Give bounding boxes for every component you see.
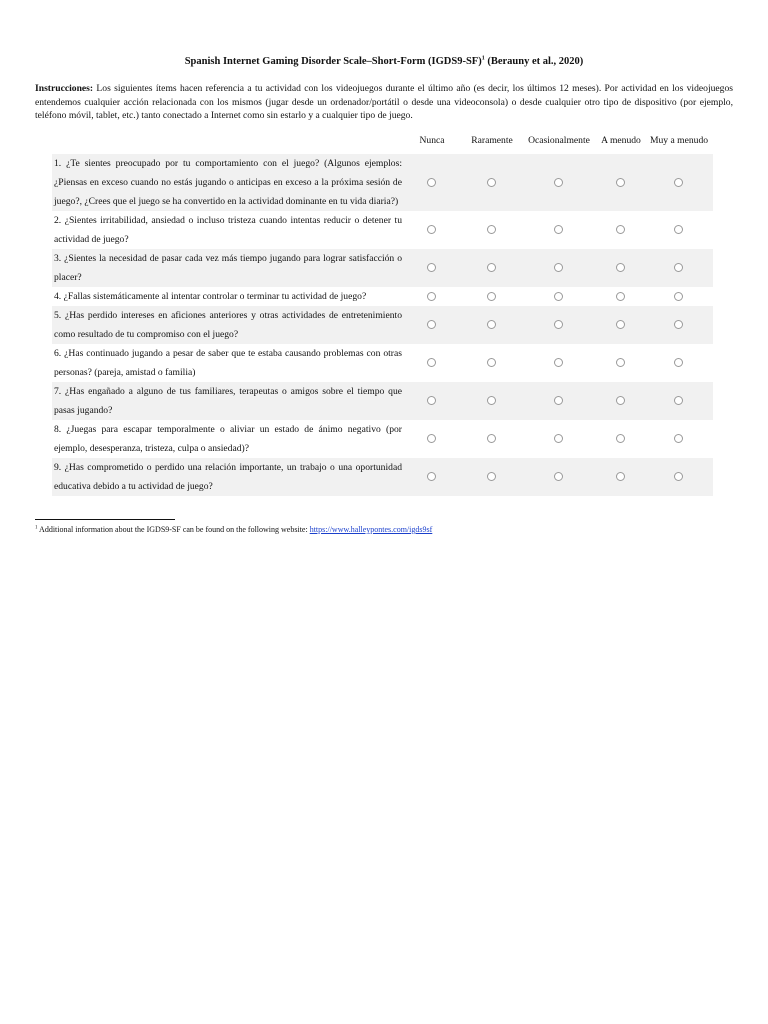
radio-item-6-option-1[interactable] bbox=[427, 358, 436, 367]
item-response-options bbox=[52, 306, 713, 344]
instructions-text: Los siguientes ítems hacen referencia a tu actividad con los videojuegos durante el último año (es decir, los últimos 12 meses). Por actividad en los videojuegos entendemos cualquier acción relacionada con los mismos (jugar desde un ordenador/portátil o desde una videoconsola) o desde cualquier otro tipo de dispositivo (por ejemplo, teléfono móvil, tablet, etc.) tanto conectado a Internet como sin estarlo y a cualquier tipo de juego. bbox=[35, 83, 733, 121]
radio-item-3-option-5[interactable] bbox=[674, 263, 683, 272]
title-text: Spanish Internet Gaming Disorder Scale–Short-Form (IGDS9-SF) bbox=[184, 56, 482, 67]
item-text: 7. ¿Has engañado a alguno de tus familiares, terapeutas o amigos sobre el tiempo que pasas jugando? bbox=[54, 386, 402, 416]
radio-item-7-option-1[interactable] bbox=[427, 396, 436, 405]
radio-item-3-option-2[interactable] bbox=[487, 263, 496, 272]
radio-item-4-option-1[interactable] bbox=[427, 292, 436, 301]
item-response-options bbox=[52, 287, 713, 306]
item-response-options bbox=[52, 344, 713, 382]
item-row bbox=[52, 458, 713, 496]
radio-item-8-option-4[interactable] bbox=[616, 434, 625, 443]
item-text: 5. ¿Has perdido intereses en aficiones anteriores y otras actividades de entretenimiento como resultado de tu compromiso con el juego? bbox=[54, 310, 402, 340]
radio-item-8-option-5[interactable] bbox=[674, 434, 683, 443]
radio-item-6-option-5[interactable] bbox=[674, 358, 683, 367]
item-text: 4. ¿Fallas sistemáticamente al intentar controlar o terminar tu actividad de juego? bbox=[54, 291, 367, 302]
item-response-options bbox=[52, 154, 713, 211]
item-text: 3. ¿Sientes la necesidad de pasar cada vez más tiempo jugando para lograr satisfacción o placer? bbox=[54, 253, 402, 283]
item-response-options bbox=[52, 458, 713, 496]
radio-item-6-option-4[interactable] bbox=[616, 358, 625, 367]
radio-item-3-option-4[interactable] bbox=[616, 263, 625, 272]
item-row bbox=[52, 306, 713, 344]
item-row bbox=[52, 249, 713, 287]
item-row bbox=[52, 211, 713, 249]
item-row bbox=[52, 154, 713, 211]
radio-item-2-option-5[interactable] bbox=[674, 225, 683, 234]
item-response-options bbox=[52, 211, 713, 249]
instructions-label: Instrucciones: bbox=[35, 83, 94, 94]
item-row bbox=[52, 420, 713, 458]
document-title bbox=[0, 55, 768, 69]
footnote-text: Additional information about the IGDS9-SF can be found on the following website: bbox=[37, 525, 310, 534]
footnote-link[interactable]: https://www.halleypontes.com/igds9sf bbox=[309, 525, 433, 534]
radio-item-5-option-1[interactable] bbox=[427, 320, 436, 329]
radio-item-2-option-2[interactable] bbox=[487, 225, 496, 234]
radio-item-2-option-3[interactable] bbox=[554, 225, 563, 234]
radio-item-9-option-2[interactable] bbox=[487, 472, 496, 481]
scale-header-muy-a-menudo: Muy a menudo bbox=[649, 135, 709, 146]
radio-item-2-option-4[interactable] bbox=[616, 225, 625, 234]
item-text: 9. ¿Has comprometido o perdido una relación importante, un trabajo o una oportunidad educativa debido a tu actividad de juego? bbox=[54, 462, 402, 492]
scale-header-ocasionalmente: Ocasionalmente bbox=[528, 135, 590, 146]
radio-item-5-option-2[interactable] bbox=[487, 320, 496, 329]
item-text: 8. ¿Juegas para escapar temporalmente o aliviar un estado de ánimo negativo (por ejemplo, desesperanza, tristeza, culpa o ansiedad)? bbox=[54, 424, 402, 454]
radio-item-7-option-5[interactable] bbox=[674, 396, 683, 405]
instructions bbox=[35, 82, 733, 123]
item-row bbox=[52, 287, 713, 306]
radio-item-8-option-3[interactable] bbox=[554, 434, 563, 443]
radio-item-4-option-2[interactable] bbox=[487, 292, 496, 301]
item-row bbox=[52, 344, 713, 382]
items-table bbox=[52, 154, 713, 496]
radio-item-9-option-5[interactable] bbox=[674, 472, 683, 481]
item-text: 1. ¿Te sientes preocupado por tu comportamiento con el juego? (Algunos ejemplos: ¿Piensas en exceso cuando no estás jugando o anticipas en exceso a la próxima sesión de juego?, ¿Crees que el juego se ha convertido en la actividad dominante en tu vida diaria?) bbox=[54, 158, 402, 207]
radio-item-2-option-1[interactable] bbox=[427, 225, 436, 234]
title-footnote-marker: 1 bbox=[481, 55, 485, 62]
footnote-marker: 1 bbox=[35, 525, 38, 531]
item-response-options bbox=[52, 249, 713, 287]
radio-item-1-option-3[interactable] bbox=[554, 178, 563, 187]
radio-item-5-option-5[interactable] bbox=[674, 320, 683, 329]
radio-item-7-option-3[interactable] bbox=[554, 396, 563, 405]
item-response-options bbox=[52, 420, 713, 458]
footnote bbox=[35, 524, 432, 536]
radio-item-3-option-1[interactable] bbox=[427, 263, 436, 272]
radio-item-9-option-4[interactable] bbox=[616, 472, 625, 481]
scale-header-row bbox=[0, 135, 768, 149]
radio-item-5-option-4[interactable] bbox=[616, 320, 625, 329]
radio-item-1-option-4[interactable] bbox=[616, 178, 625, 187]
radio-item-1-option-2[interactable] bbox=[487, 178, 496, 187]
radio-item-4-option-4[interactable] bbox=[616, 292, 625, 301]
scale-header-nunca: Nunca bbox=[419, 135, 445, 146]
radio-item-6-option-2[interactable] bbox=[487, 358, 496, 367]
footnote-divider bbox=[35, 519, 175, 520]
radio-item-6-option-3[interactable] bbox=[554, 358, 563, 367]
item-response-options bbox=[52, 382, 713, 420]
radio-item-3-option-3[interactable] bbox=[554, 263, 563, 272]
radio-item-7-option-4[interactable] bbox=[616, 396, 625, 405]
radio-item-5-option-3[interactable] bbox=[554, 320, 563, 329]
item-row bbox=[52, 382, 713, 420]
item-text: 2. ¿Sientes irritabilidad, ansiedad o incluso tristeza cuando intentas reducir o detener tu actividad de juego? bbox=[54, 215, 402, 245]
title-citation: (Berauny et al., 2020) bbox=[484, 56, 584, 67]
radio-item-7-option-2[interactable] bbox=[487, 396, 496, 405]
scale-header-raramente: Raramente bbox=[471, 135, 513, 146]
item-text: 6. ¿Has continuado jugando a pesar de saber que te estaba causando problemas con otras personas? (pareja, amistad o familia) bbox=[54, 348, 402, 378]
radio-item-4-option-3[interactable] bbox=[554, 292, 563, 301]
radio-item-1-option-1[interactable] bbox=[427, 178, 436, 187]
radio-item-1-option-5[interactable] bbox=[674, 178, 683, 187]
scale-header-a-menudo: A menudo bbox=[601, 135, 641, 146]
radio-item-8-option-1[interactable] bbox=[427, 434, 436, 443]
radio-item-9-option-3[interactable] bbox=[554, 472, 563, 481]
radio-item-4-option-5[interactable] bbox=[674, 292, 683, 301]
radio-item-9-option-1[interactable] bbox=[427, 472, 436, 481]
radio-item-8-option-2[interactable] bbox=[487, 434, 496, 443]
